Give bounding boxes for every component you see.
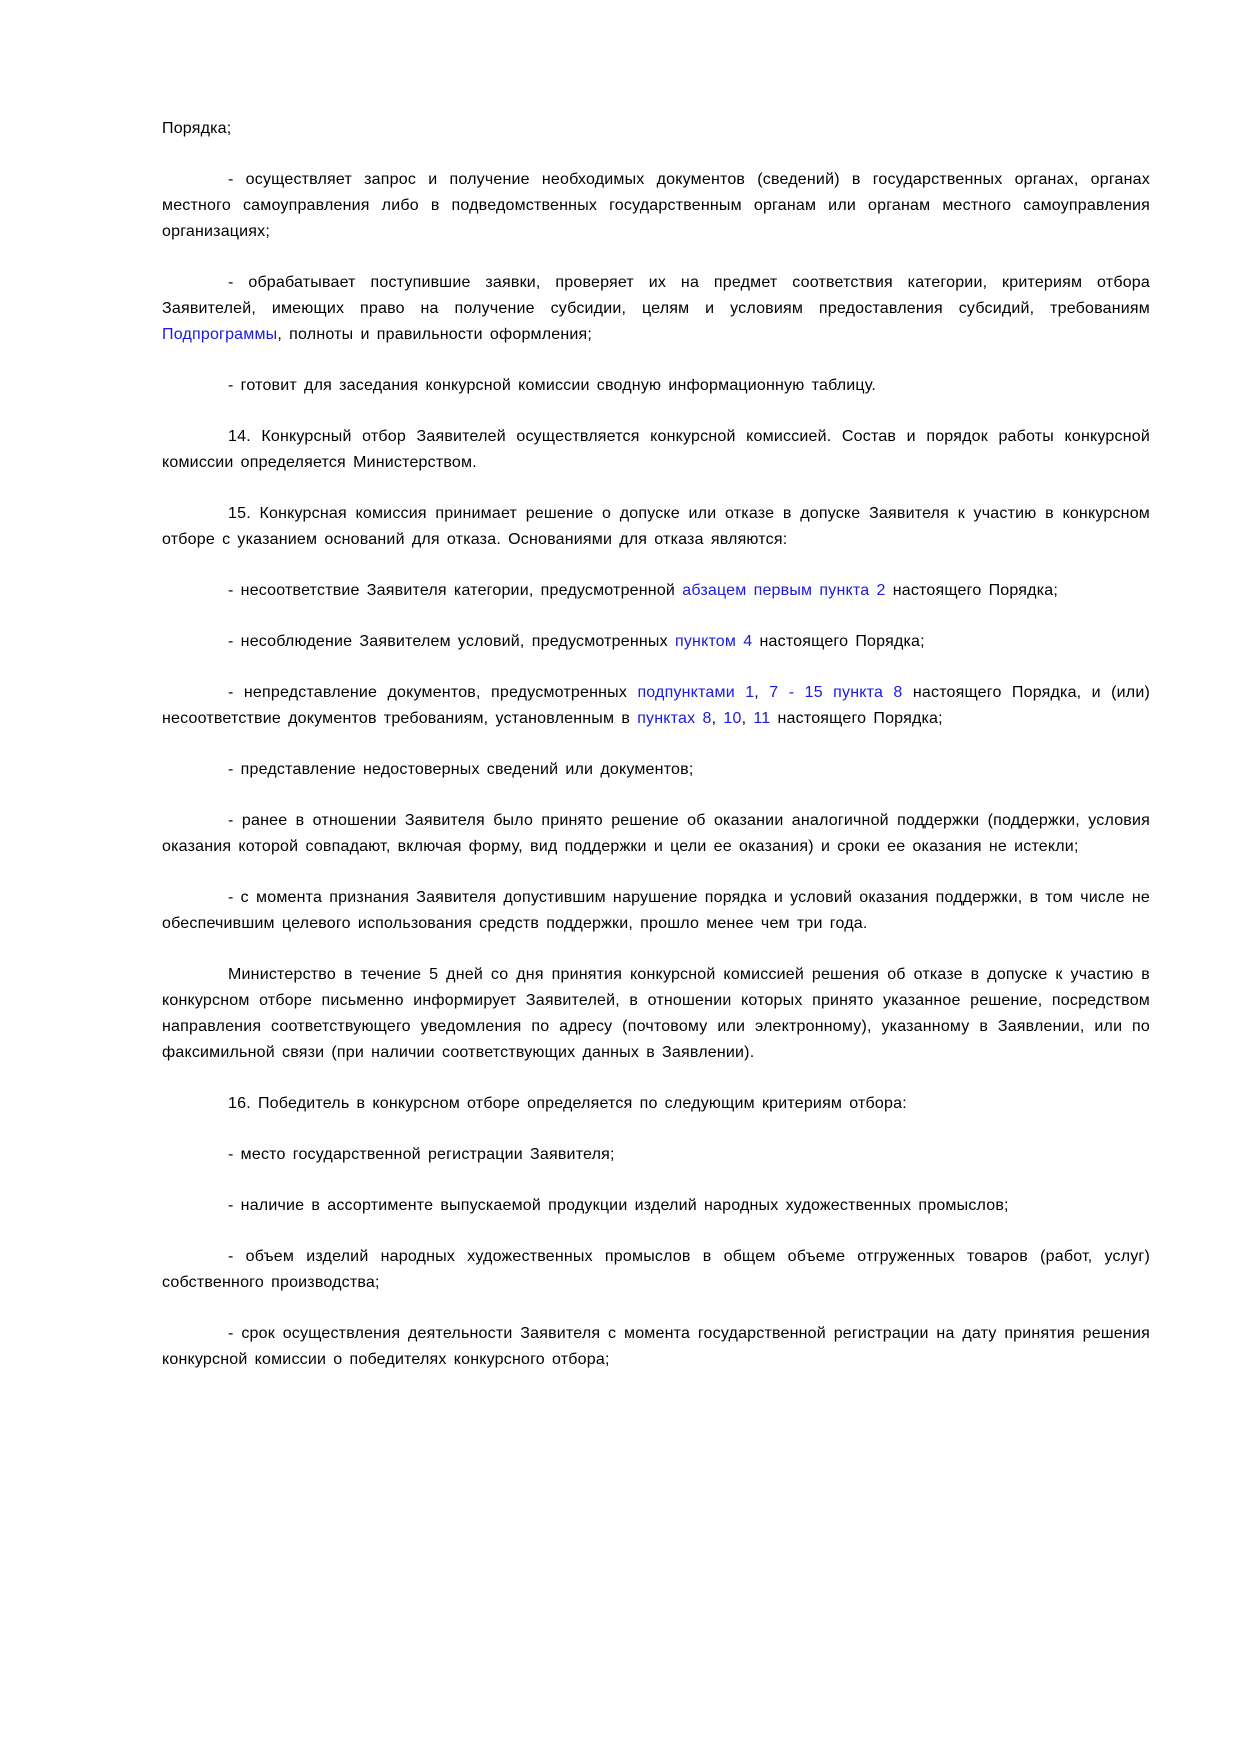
paragraph (162, 962, 1150, 1066)
text-run: - с момента признания Заявителя допустившим нарушение порядка и условий оказания поддержки, в том числе не обеспечившим целевого использования средств поддержки, прошло менее чем три года. (162, 889, 1150, 932)
paragraph (162, 1321, 1150, 1373)
paragraph (162, 680, 1150, 732)
document-link[interactable]: пунктом 4 (674, 633, 753, 650)
text-run: , (754, 684, 770, 701)
paragraph (162, 1193, 1150, 1219)
text-run: , (711, 710, 724, 727)
text-run: - непредставление документов, предусмотренных (228, 684, 638, 701)
text-run: , полноты и правильности оформления; (277, 326, 593, 343)
document-link[interactable]: 10 (723, 710, 742, 727)
document-link[interactable]: 7 - 15 пункта 8 (769, 684, 903, 701)
paragraph (162, 116, 1150, 142)
text-run: - наличие в ассортименте выпускаемой продукции изделий народных художественных промыслов; (228, 1197, 1009, 1214)
paragraph (162, 270, 1150, 348)
text-run: - осуществляет запрос и получение необходимых документов (сведений) в государственных органах, органах местного самоуправления либо в подведомственных государственным органам или органам местного самоуправления организациях; (162, 171, 1150, 240)
paragraph (162, 808, 1150, 860)
paragraph (162, 424, 1150, 476)
paragraph (162, 1142, 1150, 1168)
text-run: - ранее в отношении Заявителя было принято решение об оказании аналогичной поддержки (поддержки, условия оказания которой совпадают, включая форму, вид поддержки и цели ее оказания) и сроки ее оказания не истекли; (162, 812, 1150, 855)
text-run: настоящего Порядка; (885, 582, 1058, 599)
text-run: - несоблюдение Заявителем условий, предусмотренных (228, 633, 675, 650)
text-run: настоящего Порядка; (770, 710, 943, 727)
text-run: настоящего Порядка; (752, 633, 925, 650)
text-run: 14. Конкурсный отбор Заявителей осуществляется конкурсной комиссией. Состав и порядок работы конкурсной комиссии определяется Министерством. (162, 428, 1150, 471)
paragraph (162, 501, 1150, 553)
paragraph (162, 757, 1150, 783)
paragraph (162, 373, 1150, 399)
text-run: - несоответствие Заявителя категории, предусмотренной (228, 582, 683, 599)
paragraph (162, 1091, 1150, 1117)
document-link[interactable]: Подпрограммы (162, 326, 278, 343)
text-run: Министерство в течение 5 дней со дня принятия конкурсной комиссией решения об отказе в допуске к участию в конкурсном отборе письменно информирует Заявителей, в отношении которых принято указанное решение, посредством направления соответствующего уведомления по адресу (почтовому или электронному), указанному в Заявлении, или по факсимильной связи (при наличии соответствующих данных в Заявлении). (162, 966, 1150, 1061)
document-link[interactable]: подпунктами 1 (637, 684, 755, 701)
text-run: настоящего Порядка, и (или) несоответствие документов требованиям, установленным в (162, 684, 1151, 727)
paragraph (162, 1244, 1150, 1296)
paragraph (162, 578, 1150, 604)
paragraph (162, 885, 1150, 937)
paragraph (162, 167, 1150, 245)
text-run: - готовит для заседания конкурсной комиссии сводную информационную таблицу. (228, 377, 877, 394)
text-run: 16. Победитель в конкурсном отборе определяется по следующим критериям отбора: (228, 1095, 907, 1112)
text-run: - обрабатывает поступившие заявки, проверяет их на предмет соответствия категории, критериям отбора Заявителей, имеющих право на получение субсидии, целям и условиям предоставления субсидий, требованиям (162, 274, 1150, 317)
text-run: - срок осуществления деятельности Заявителя с момента государственной регистрации на дату принятия решения конкурсной комиссии о победителях конкурсного отбора; (162, 1325, 1150, 1368)
text-run: - представление недостоверных сведений или документов; (228, 761, 694, 778)
document-body (162, 116, 1150, 1373)
document-link[interactable]: пунктах 8 (637, 710, 712, 727)
text-run: - объем изделий народных художественных промыслов в общем объеме отгруженных товаров (работ, услуг) собственного производства; (162, 1248, 1150, 1291)
paragraph (162, 629, 1150, 655)
text-run: , (741, 710, 754, 727)
text-run: - место государственной регистрации Заявителя; (228, 1146, 615, 1163)
document-link[interactable]: абзацем первым пункта 2 (682, 582, 886, 599)
document-link[interactable]: 11 (753, 710, 771, 727)
text-run: Порядка; (162, 120, 232, 137)
text-run: 15. Конкурсная комиссия принимает решение о допуске или отказе в допуске Заявителя к участию в конкурсном отборе с указанием оснований для отказа. Основаниями для отказа являются: (162, 505, 1150, 548)
